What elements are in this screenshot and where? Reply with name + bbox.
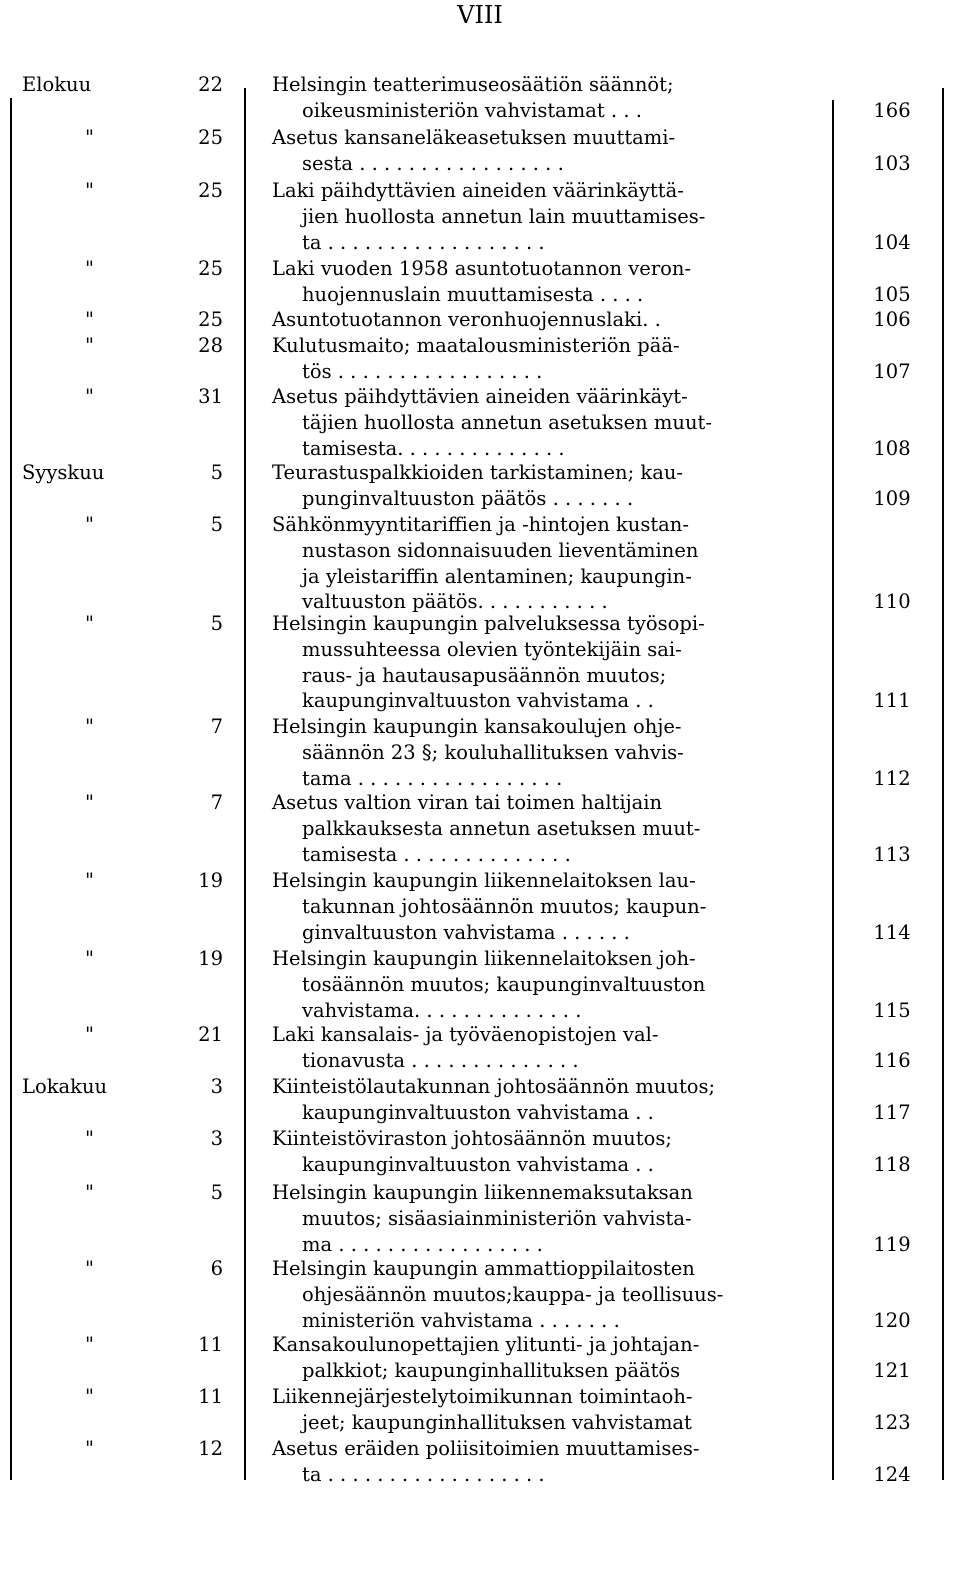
entry-title	[272, 1126, 832, 1178]
day-number: 31	[198, 385, 223, 408]
month-label: Lokakuu	[22, 1075, 108, 1098]
entry-title-line: Asuntotuotannon veronhuojennuslaki. .	[272, 308, 661, 331]
entry-title-line: tama . . . . . . . . . . . . . . . . .	[302, 766, 563, 790]
entry-title	[272, 256, 832, 308]
entry-title	[272, 714, 832, 791]
ditto-mark: "	[85, 791, 94, 814]
ditto-mark: "	[85, 334, 94, 357]
page-reference: 119	[873, 1232, 911, 1256]
day-number: 25	[198, 308, 223, 331]
day-number: 5	[210, 513, 223, 536]
month-label: Syyskuu	[22, 461, 105, 484]
day-number: 12	[198, 1437, 223, 1460]
entry-title-line: Asetus valtion viran tai toimen haltijain	[272, 791, 663, 814]
entry-title	[272, 790, 832, 867]
page-number: VIII	[457, 1, 503, 29]
ditto-mark: "	[85, 1127, 94, 1150]
entry-title-line: palkkauksesta annetun asetuksen muut-	[302, 816, 701, 840]
page-reference: 104	[873, 230, 911, 254]
ditto-mark: "	[85, 179, 94, 202]
entry-title	[272, 1022, 832, 1074]
entry-title	[272, 1074, 832, 1126]
entry-title	[272, 946, 832, 1023]
entry-title-line: huojennuslain muuttamisesta . . . .	[302, 282, 644, 306]
entry-title	[272, 1436, 832, 1488]
entry-title-line: takunnan johtosäännön muutos; kaupun-	[302, 894, 707, 918]
entry-title-line: Liikennejärjestelytoimikunnan toimintaoh-	[272, 1385, 693, 1408]
page-reference: 108	[873, 436, 911, 460]
day-number: 5	[210, 612, 223, 635]
entry-title-line: Teurastuspalkkioiden tarkistaminen; kau-	[272, 461, 683, 484]
entry-title-line: punginvaltuuston päätös . . . . . . .	[302, 486, 634, 510]
page-reference: 124	[873, 1462, 911, 1486]
page-reference: 121	[873, 1358, 911, 1382]
ditto-mark: "	[85, 1333, 94, 1356]
entry-title-line: oikeusministeriön vahvistamat . . .	[302, 98, 642, 122]
entry-title-line: Asetus eräiden poliisitoimien muuttamises-	[272, 1437, 700, 1460]
entry-title-line: säännön 23 §; kouluhallituksen vahvis-	[302, 740, 684, 764]
day-number: 7	[210, 715, 223, 738]
entry-title	[272, 1332, 832, 1384]
page-reference: 118	[873, 1152, 911, 1176]
page-reference: 120	[873, 1308, 911, 1332]
entry-title-line: Helsingin kaupungin liikennelaitoksen lau-	[272, 869, 696, 892]
month-column-rule	[244, 88, 246, 1480]
entry-title-line: kaupunginvaltuuston vahvistama . .	[302, 689, 654, 713]
entry-title-line: Laki vuoden 1958 asuntotuotannon veron-	[272, 257, 692, 280]
entry-title-line: Helsingin kaupungin liikennemaksutaksan	[272, 1181, 693, 1204]
entry-title-line: muutos; sisäasiainministeriön vahvista-	[302, 1206, 692, 1230]
ditto-mark: "	[85, 308, 94, 331]
ditto-mark: "	[85, 513, 94, 536]
entry-title-line: Laki päihdyttävien aineiden väärinkäyttä-	[272, 179, 684, 202]
entry-title-line: ta . . . . . . . . . . . . . . . . . .	[302, 1462, 545, 1486]
page-reference: 114	[873, 920, 911, 944]
month-label: Elokuu	[22, 73, 92, 96]
entry-title-line: Laki kansalais- ja työväenopistojen val-	[272, 1023, 659, 1046]
right-rule	[942, 88, 944, 1480]
entry-title-line: mussuhteessa olevien työntekijäin sai-	[302, 637, 682, 661]
entry-title-line: Helsingin kaupungin palveluksessa työsopi-	[272, 612, 705, 635]
page-column-rule	[832, 100, 834, 1480]
day-number: 19	[198, 947, 223, 970]
page-reference: 103	[873, 151, 911, 175]
page-reference: 116	[873, 1048, 911, 1072]
ditto-mark: "	[85, 1437, 94, 1460]
entry-title	[272, 125, 832, 177]
entry-title-line: tosäännön muutos; kaupunginvaltuuston	[302, 972, 706, 996]
day-number: 25	[198, 179, 223, 202]
day-number: 25	[198, 126, 223, 149]
entry-title-line: nustason sidonnaisuuden lieventäminen	[302, 538, 699, 562]
entry-title-line: Asetus päihdyttävien aineiden väärinkäyt-	[272, 385, 688, 408]
day-number: 6	[210, 1257, 223, 1280]
page-reference: 107	[873, 359, 911, 383]
ditto-mark: "	[85, 126, 94, 149]
entry-title	[272, 1256, 832, 1333]
ditto-mark: "	[85, 1181, 94, 1204]
entry-title-line: kaupunginvaltuuston vahvistama . .	[302, 1100, 654, 1124]
entry-title	[272, 72, 832, 124]
ditto-mark: "	[85, 1023, 94, 1046]
entry-title-line: ohjesäännön muutos;kauppa- ja teollisuus-	[302, 1282, 724, 1306]
entry-title-line: Asetus kansaneläkeasetuksen muuttami-	[272, 126, 676, 149]
ditto-mark: "	[85, 385, 94, 408]
ditto-mark: "	[85, 257, 94, 280]
entry-title-line: tionavusta . . . . . . . . . . . . . .	[302, 1048, 579, 1072]
day-number: 25	[198, 257, 223, 280]
day-number: 7	[210, 791, 223, 814]
day-number: 19	[198, 869, 223, 892]
day-number: 28	[198, 334, 223, 357]
entry-title-line: raus- ja hautausapusäännön muutos;	[302, 663, 667, 687]
entry-title-line: tamisesta . . . . . . . . . . . . . .	[302, 842, 571, 866]
entry-title-line: ginvaltuuston vahvistama . . . . . .	[302, 920, 630, 944]
ditto-mark: "	[85, 869, 94, 892]
ditto-mark: "	[85, 947, 94, 970]
entry-title-line: Kansakoulunopettajien ylitunti- ja johtajan-	[272, 1333, 700, 1356]
entry-title-line: Kiinteistöviraston johtosäännön muutos;	[272, 1127, 672, 1150]
entry-title	[272, 611, 832, 714]
ditto-mark: "	[85, 715, 94, 738]
entry-title	[272, 307, 832, 333]
page-reference: 113	[873, 842, 911, 866]
day-number: 3	[210, 1127, 223, 1150]
entry-title	[272, 460, 832, 512]
day-number: 5	[210, 461, 223, 484]
entry-title-line: Helsingin teatterimuseosäätiön säännöt;	[272, 73, 674, 96]
page-reference: 110	[873, 590, 911, 614]
day-number: 11	[198, 1333, 223, 1356]
ditto-mark: "	[85, 1385, 94, 1408]
day-number: 3	[210, 1075, 223, 1098]
entry-title-line: vahvistama. . . . . . . . . . . . . .	[302, 998, 582, 1022]
entry-title-line: palkkiot; kaupunginhallituksen päätös	[302, 1358, 681, 1382]
page-reference: 117	[873, 1100, 911, 1124]
ditto-mark: "	[85, 1257, 94, 1280]
entry-title	[272, 1180, 832, 1257]
entry-title	[272, 512, 832, 615]
entry-title-line: Helsingin kaupungin kansakoulujen ohje-	[272, 715, 682, 738]
left-rule	[10, 98, 12, 1480]
entry-title	[272, 178, 832, 255]
entry-title-line: jien huollosta annetun lain muuttamises-	[302, 204, 706, 228]
entry-title-line: sesta . . . . . . . . . . . . . . . . .	[302, 151, 564, 175]
day-number: 22	[198, 73, 223, 96]
entry-title-line: Helsingin kaupungin ammattioppilaitosten	[272, 1257, 695, 1280]
page-reference: 106	[873, 308, 911, 331]
entry-title	[272, 333, 832, 385]
day-number: 5	[210, 1181, 223, 1204]
entry-title-line: tamisesta. . . . . . . . . . . . . .	[302, 436, 565, 460]
page-reference: 123	[873, 1410, 911, 1434]
entry-title-line: jeet; kaupunginhallituksen vahvistamat	[302, 1410, 692, 1434]
entry-title-line: Sähkönmyyntitariffien ja -hintojen kustan-	[272, 513, 689, 536]
page-reference: 115	[873, 998, 911, 1022]
page-reference: 111	[873, 689, 911, 713]
day-number: 21	[198, 1023, 223, 1046]
page-reference: 166	[873, 98, 911, 122]
entry-title-line: ja yleistariffin alentaminen; kaupungin-	[302, 564, 692, 588]
entry-title	[272, 384, 832, 461]
entry-title-line: tös . . . . . . . . . . . . . . . . .	[302, 359, 543, 383]
entry-title	[272, 1384, 832, 1436]
page-reference: 112	[873, 766, 911, 790]
page-reference: 109	[873, 486, 911, 510]
day-number: 11	[198, 1385, 223, 1408]
entry-title-line: ta . . . . . . . . . . . . . . . . . .	[302, 230, 545, 254]
entry-title-line: täjien huollosta annetun asetuksen muut-	[302, 410, 712, 434]
entry-title-line: Helsingin kaupungin liikennelaitoksen joh-	[272, 947, 696, 970]
entry-title-line: kaupunginvaltuuston vahvistama . .	[302, 1152, 654, 1176]
page-reference: 105	[873, 282, 911, 306]
entry-title-line: ministeriön vahvistama . . . . . . .	[302, 1308, 620, 1332]
ditto-mark: "	[85, 612, 94, 635]
entry-title	[272, 868, 832, 945]
entry-title-line: Kulutusmaito; maatalousministeriön pää-	[272, 334, 680, 357]
entry-title-line: Kiinteistölautakunnan johtosäännön muutos;	[272, 1075, 716, 1098]
entry-title-line: ma . . . . . . . . . . . . . . . . .	[302, 1232, 543, 1256]
entry-title-line: valtuuston päätös. . . . . . . . . . .	[302, 590, 608, 614]
